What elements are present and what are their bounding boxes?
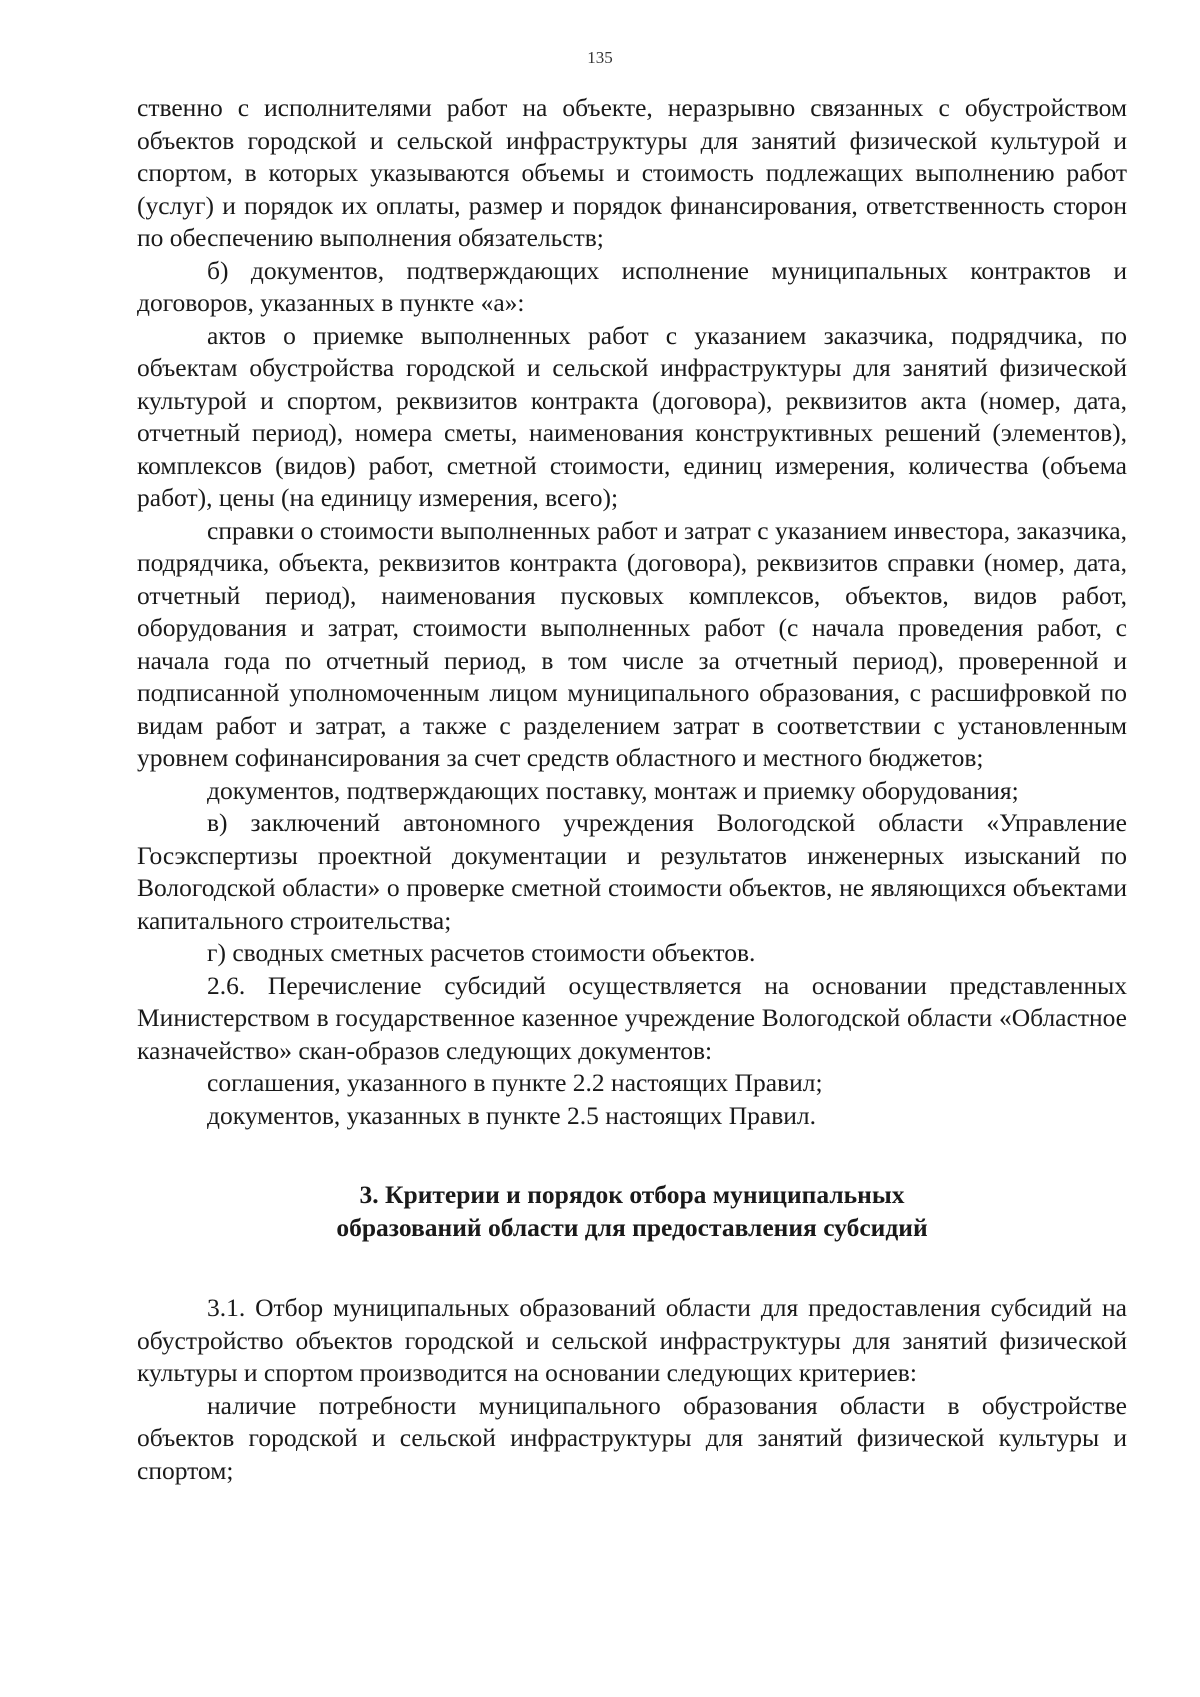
paragraph: документов, указанных в пункте 2.5 настоящих Правил. (207, 1100, 816, 1130)
paragraph: г) сводных сметных расчетов стоимости объектов. (207, 938, 756, 967)
section-heading-line: образований области для предоставления субсидий (336, 1213, 928, 1242)
paragraph: в) заключений автономного учреждения Вологодской области «Управление Госэкспертизы проектной документации и результатов инженерных изысканий по Вологодской области» о проверке сметной стоимости объектов, не являющихся объектами капитального строительства; (137, 808, 1127, 935)
document-body (137, 92, 1127, 1487)
page-number: 135 (587, 48, 613, 67)
paragraph: б) документов, подтверждающих исполнение муниципальных контрактов и договоров, указанных в пункте «а»: (137, 255, 1127, 317)
paragraph: документов, подтверждающих поставку, монтаж и приемку оборудования; (207, 775, 1019, 805)
section-heading-line: 3. Критерии и порядок отбора муниципальных (359, 1180, 905, 1209)
paragraph: актов о приемке выполненных работ с указанием заказчика, подрядчика, по объектам обустройства городской и сельской инфраструктуры для занятий физической культурой и спортом, реквизитов контракта (договора), реквизитов акта (номер, дата, отчетный период), номера сметы, наименования конструктивных решений (элементов), комплексов (видов) работ, сметной стоимости, единиц измерения, количества (объема работ), цены (на единицу измерения, всего); (137, 320, 1127, 512)
paragraph: 2.6. Перечисление субсидий осуществляется на основании представленных Министерством в государственное казенное учреждение Вологодской области «Областное казначейство» скан-образов следующих документов: (137, 970, 1127, 1065)
paragraph: ственно с исполнителями работ на объекте, неразрывно связанных с обустройством объектов городской и сельской инфраструктуры для занятий физической культурой и спортом, в которых указываются объемы и стоимость подлежащих выполнению работ (услуг) и порядок их оплаты, размер и порядок финансирования, ответственность сторон по обеспечению выполнения обязательств; (137, 93, 1127, 252)
paragraph: справки о стоимости выполненных работ и затрат с указанием инвестора, заказчика, подрядчика, объекта, реквизитов контракта (договора), реквизитов справки (номер, дата, отчетный период), наименования пусковых комплексов, объектов, видов работ, оборудования и затрат, стоимости выполненных работ (с начала проведения работ, с начала года по отчетный период, в том числе за отчетный период), проверенной и подписанной уполномоченным лицом муниципального образования, с расшифровкой по видам работ и затрат, а также с разделением затрат в соответствии с установленным уровнем софинансирования за счет средств областного и местного бюджетов; (137, 515, 1127, 772)
paragraph: соглашения, указанного в пункте 2.2 настоящих Правил; (207, 1068, 823, 1097)
paragraph: наличие потребности муниципального образования области в обустройстве объектов городской и сельской инфраструктуры для занятий физической культуры и спортом; (137, 1390, 1127, 1485)
section-heading (137, 1178, 1127, 1244)
paragraph: 3.1. Отбор муниципальных образований области для предоставления субсидий на обустройство объектов городской и сельской инфраструктуры для занятий физической культуры и спортом производится на основании следующих критериев: (137, 1293, 1127, 1387)
